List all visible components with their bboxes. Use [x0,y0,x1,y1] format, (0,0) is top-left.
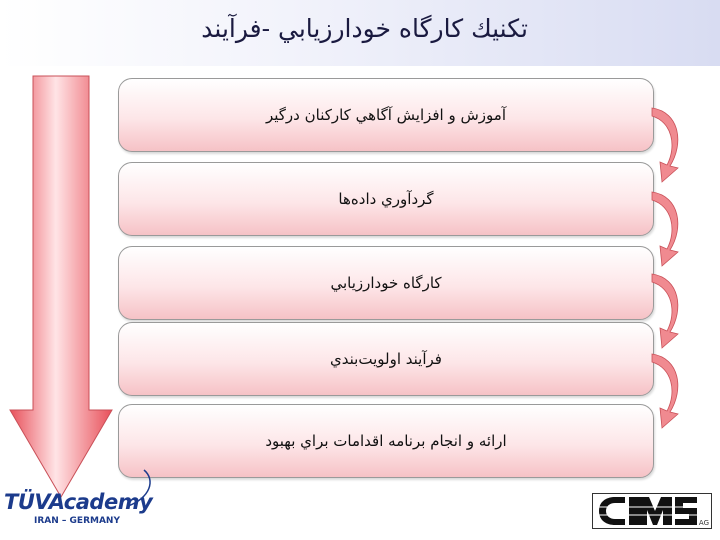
partner-logo [592,493,712,529]
step-box-2[interactable] [118,162,654,236]
step-box-3[interactable] [118,246,654,320]
slide-title: تكنيك كارگاه خودارزيابي -فرآيند [201,14,528,43]
title-bar [0,0,720,66]
step-label: گردآوري داده‌ها [338,190,434,208]
curved-arrow-icon [650,350,688,430]
logo-name: TÜVAcademy [4,490,153,514]
step-label: فرآيند اولويت‌بندي [330,350,442,368]
partner-logo-mark-icon [593,494,711,528]
step-box-5[interactable] [118,404,654,478]
logo-suffix: AG [698,519,709,527]
step-box-1[interactable] [118,78,654,152]
step-label: كارگاه خودارزيابي [330,274,442,292]
step-label: آموزش و افزايش آگاهي كاركنان درگير [265,106,507,124]
curved-arrow-icon [650,188,688,268]
tuv-academy-logo [4,490,154,536]
step-box-4[interactable] [118,322,654,396]
step-label: ارائه و انجام برنامه اقدامات براي بهبود [265,432,507,450]
logo-subtitle: IRAN – GERMANY [34,516,120,526]
curved-arrow-icon [650,270,688,350]
down-arrow-icon [0,72,120,502]
curved-arrow-icon [650,104,688,184]
